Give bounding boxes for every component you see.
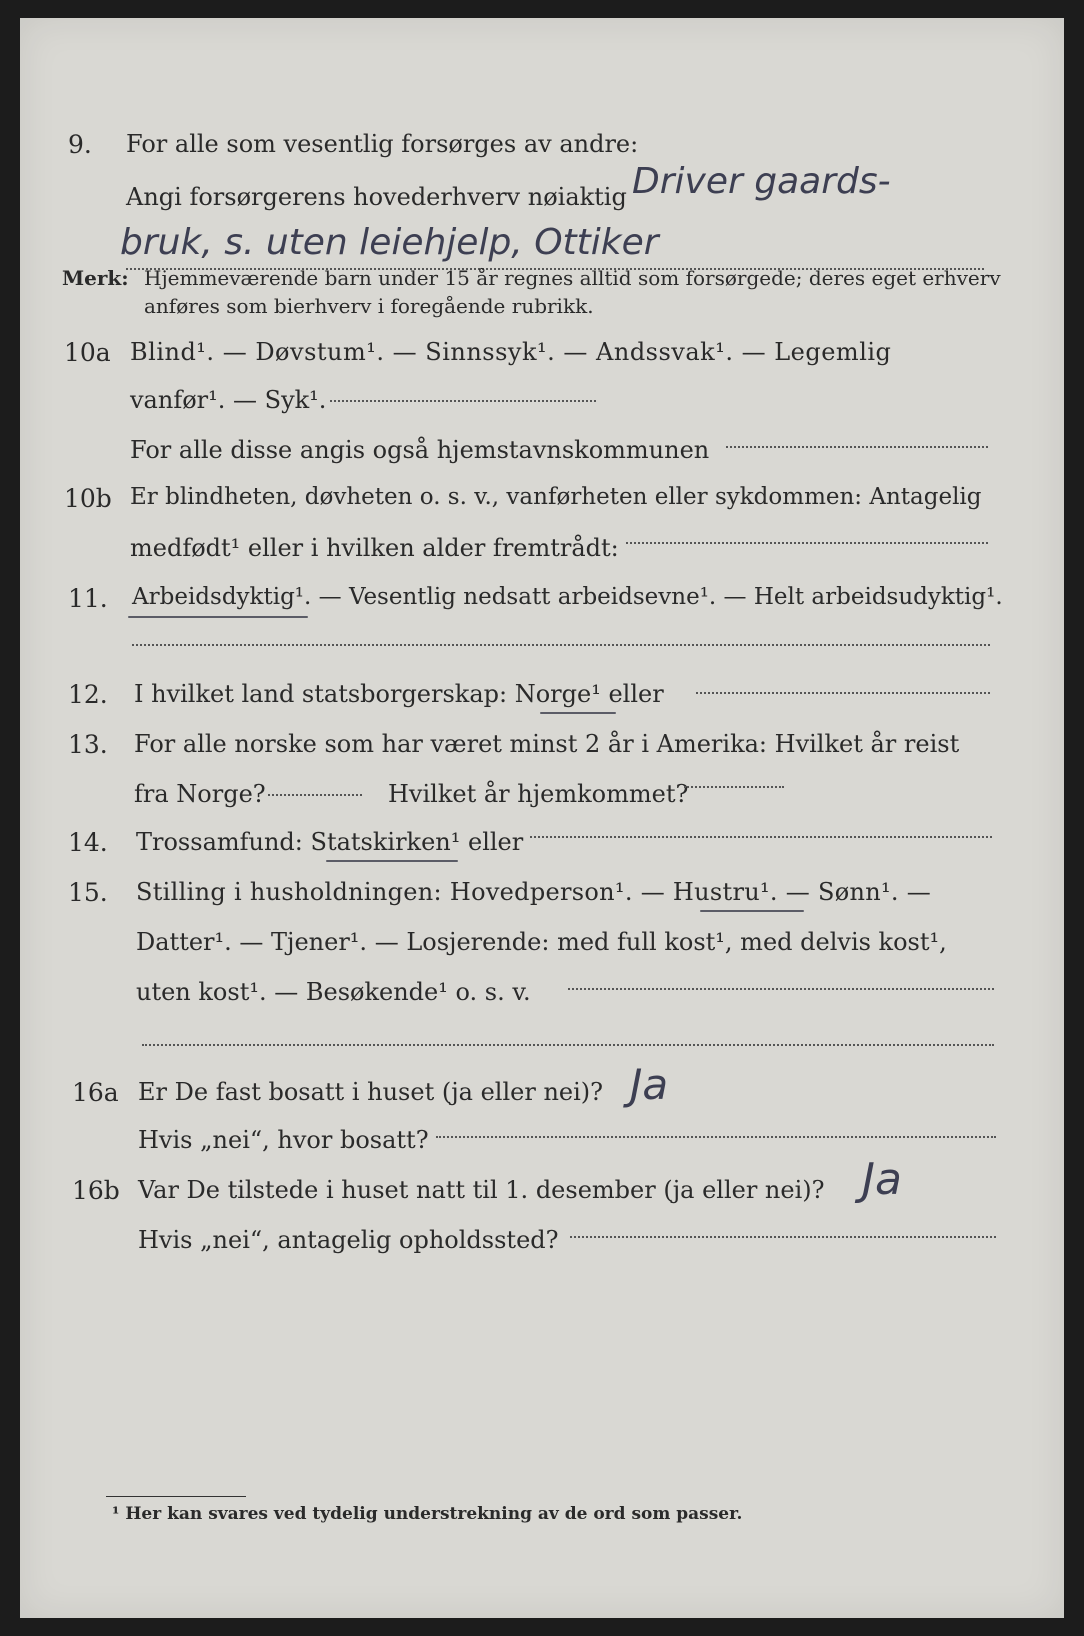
question-text: Er blindheten, døvheten o. s. v., vanførheten eller sykdommen: Antagelig (130, 484, 982, 510)
question-number: 9. (68, 130, 92, 159)
question-14 (20, 828, 1064, 874)
question-text: Trossamfund: Statskirken¹ eller (136, 828, 524, 856)
question-10a-line2 (20, 386, 1064, 432)
question-text: uten kost¹. — Besøkende¹ o. s. v. (136, 978, 531, 1006)
question-16b (20, 1154, 1064, 1222)
answer-line (436, 1136, 996, 1138)
question-text: medfødt¹ eller i hvilken alder fremtrådt: (130, 534, 619, 562)
question-13-line2 (20, 780, 1064, 826)
question-number: 13. (68, 730, 108, 759)
footnote: ¹ Her kan svares ved tydelig understrekning av de ord som passer. (112, 1504, 743, 1524)
question-number: 12. (68, 680, 108, 709)
question-16a-line2 (20, 1126, 1064, 1172)
underline-mark (700, 910, 804, 912)
question-number: 14. (68, 828, 108, 857)
question-text: For alle disse angis også hjemstavnskommunen (130, 436, 710, 464)
question-number: 10b (64, 484, 112, 513)
question-text: fra Norge? (134, 780, 266, 808)
question-15-line2 (20, 928, 1064, 974)
underline-mark (540, 712, 616, 714)
handwritten-answer: Ja (630, 1060, 669, 1109)
question-10a (20, 338, 1064, 384)
question-text: Stilling i husholdningen: Hovedperson¹. — Hustru¹. — Sønn¹. — (136, 878, 932, 906)
question-text: Hvilket år hjemkommet? (388, 780, 689, 808)
merk-note-line2 (20, 294, 1064, 340)
question-11-line2 (20, 618, 1064, 664)
answer-line (132, 644, 990, 646)
question-13 (20, 730, 1064, 776)
answer-line (626, 542, 988, 544)
merk-label: Merk: (62, 266, 129, 290)
answer-line (684, 786, 784, 788)
handwritten-answer: Ja (862, 1154, 902, 1205)
answer-line (330, 400, 596, 402)
footnote-rule (106, 1496, 246, 1497)
merk-text: Hjemmeværende barn under 15 år regnes alltid som forsørgede; deres eget erhverv (144, 266, 1001, 290)
question-text: Datter¹. — Tjener¹. — Losjerende: med full kost¹, med delvis kost¹, (136, 928, 947, 956)
answer-line (696, 692, 990, 694)
question-text: Angi forsørgerens hovederhverv nøiaktig (126, 183, 627, 211)
question-10a-line3 (20, 436, 1064, 482)
question-number: 11. (68, 584, 108, 613)
question-text: vanfør¹. — Syk¹. (130, 386, 327, 414)
answer-line (726, 446, 988, 448)
question-text: I hvilket land statsborgerskap: Norge¹ eller (134, 680, 664, 708)
question-text: For alle norske som har været minst 2 år i Amerika: Hvilket år reist (134, 730, 960, 758)
question-text: Blind¹. — Døvstum¹. — Sinnssyk¹. — Andssvak¹. — Legemlig (130, 338, 892, 366)
handwritten-answer: Driver gaards- (632, 161, 891, 202)
answer-line (570, 1236, 996, 1238)
census-form-page (20, 18, 1064, 1618)
question-text: Var De tilstede i huset natt til 1. desember (ja eller nei)? (138, 1176, 825, 1204)
question-10b (20, 484, 1064, 530)
question-number: 16a (72, 1078, 119, 1107)
question-text: Hvis „nei“, antagelig opholdssted? (138, 1226, 559, 1254)
question-number: 10a (64, 338, 111, 367)
answer-line (530, 836, 992, 838)
question-text: For alle som vesentlig forsørges av andre: (126, 130, 639, 158)
question-15 (20, 878, 1064, 924)
question-text: Er De fast bosatt i huset (ja eller nei)? (138, 1078, 604, 1106)
answer-line (142, 1044, 994, 1046)
question-12 (20, 680, 1064, 726)
answer-line (268, 794, 362, 796)
question-16b-line2 (20, 1226, 1064, 1272)
handwritten-answer: bruk, s. uten leiehjelp, Ottiker (120, 222, 659, 263)
question-9 (20, 130, 1064, 176)
question-text: Hvis „nei“, hvor bosatt? (138, 1126, 429, 1154)
underline-mark (326, 860, 458, 862)
question-number: 15. (68, 878, 108, 907)
answer-line (568, 988, 994, 990)
question-16a (20, 1060, 1064, 1124)
merk-text: anføres som bierhverv i foregående rubrikk. (144, 294, 594, 318)
question-15-line4 (20, 1018, 1064, 1064)
question-number: 16b (72, 1176, 120, 1205)
question-text: Arbeidsdyktig¹. — Vesentlig nedsatt arbeidsevne¹. — Helt arbeidsudyktig¹. (132, 584, 1003, 610)
question-10b-line2 (20, 534, 1064, 580)
